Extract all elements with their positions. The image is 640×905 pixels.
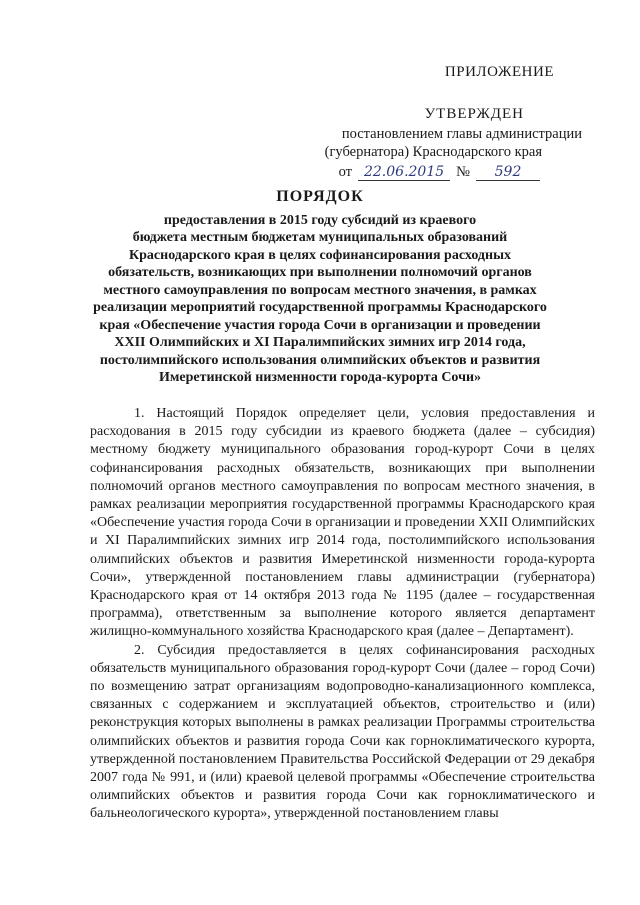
document-title xyxy=(70,188,570,387)
title-line: местного самоуправления по вопросам местного значения, в рамках xyxy=(103,282,537,298)
title-line: реализации мероприятий государственной программы Краснодарского xyxy=(93,300,547,315)
resolution-date-line xyxy=(339,164,540,181)
title-line: Краснодарского края в целях софинансирования расходных xyxy=(128,247,512,263)
paragraph-2: 2. Субсидия предоставляется в целях софинансирования расходных обязательств муниципального образования город-курорт Сочи (далее – город Сочи) по возмещению затрат организациям водопроводно-канализационного комплекса, связанных с содержанием и эксплуатацией объектов, строительство и (или) реконструкция которых выполнены в рамках реализации Программы строительства олимпийских объектов и развития города Сочи как горноклиматического курорта, утвержденной постановлением Правительства Российской Федерации от 29 декабря 2007 года № 991, и (или) краевой целевой программы «Обеспечение строительства олимпийских объектов и развития города Сочи как горноклиматического и бальнеологического курорта», утвержденной постановлением главы xyxy=(90,642,595,822)
document-body xyxy=(90,405,595,824)
date-prefix: от xyxy=(338,164,352,180)
authority-text: (губернатора) Краснодарского края xyxy=(324,144,542,160)
title-line: края «Обеспечение участия города Сочи в организации и проведении xyxy=(99,317,541,333)
annex-label: ПРИЛОЖЕНИЕ xyxy=(444,64,554,80)
approved-label: УТВЕРЖДЕН xyxy=(424,106,524,122)
title-line: бюджета местным бюджетам муниципальных образований xyxy=(132,230,508,245)
number-prefix: № xyxy=(456,164,470,180)
title-heading: ПОРЯДОК xyxy=(276,188,364,205)
title-line: постолимпийского использования олимпийских объектов и развития xyxy=(99,352,541,368)
title-line: обязательств, возникающих при выполнении полномочий органов xyxy=(108,265,532,280)
handwritten-number: 592 xyxy=(476,164,540,181)
approved-by-text: постановлением главы администрации xyxy=(341,126,582,142)
handwritten-date: 22.06.2015 xyxy=(358,164,450,181)
paragraph-1: 1. Настоящий Порядок определяет цели, условия предоставления и расходования в 2015 году субсидии из краевого бюджета (далее – субсидия) местному бюджету муниципального образования город-курорт Сочи в целях софинансирования расходных обязательств, возникающих при выполнении полномочий органов местного самоуправления по вопросам местного значения, в рамках реализации мероприятия государственной программы Краснодарского края «Обеспечение участия города Сочи в организации и проведении XXII Олимпийских и XI Паралимпийских зимних игр 2014 года, постолимпийского использования олимпийских объектов и развития Имеретинской низменности города-курорта Сочи», утвержденной постановлением главы администрации (губернатора) Краснодарского края от 14 октября 2013 года № 1195 (далее – государственная программа), ответственным за выполнение которого является департамент жилищно-коммунального хозяйства Краснодарского края (далее – Департамент). xyxy=(90,406,595,640)
title-line: Имеретинской низменности города-курорта Сочи» xyxy=(158,370,482,385)
title-line: XXII Олимпийских и XI Паралимпийских зимних игр 2014 года, xyxy=(114,335,526,350)
title-line: предоставления в 2015 году субсидий из краевого xyxy=(163,212,477,228)
